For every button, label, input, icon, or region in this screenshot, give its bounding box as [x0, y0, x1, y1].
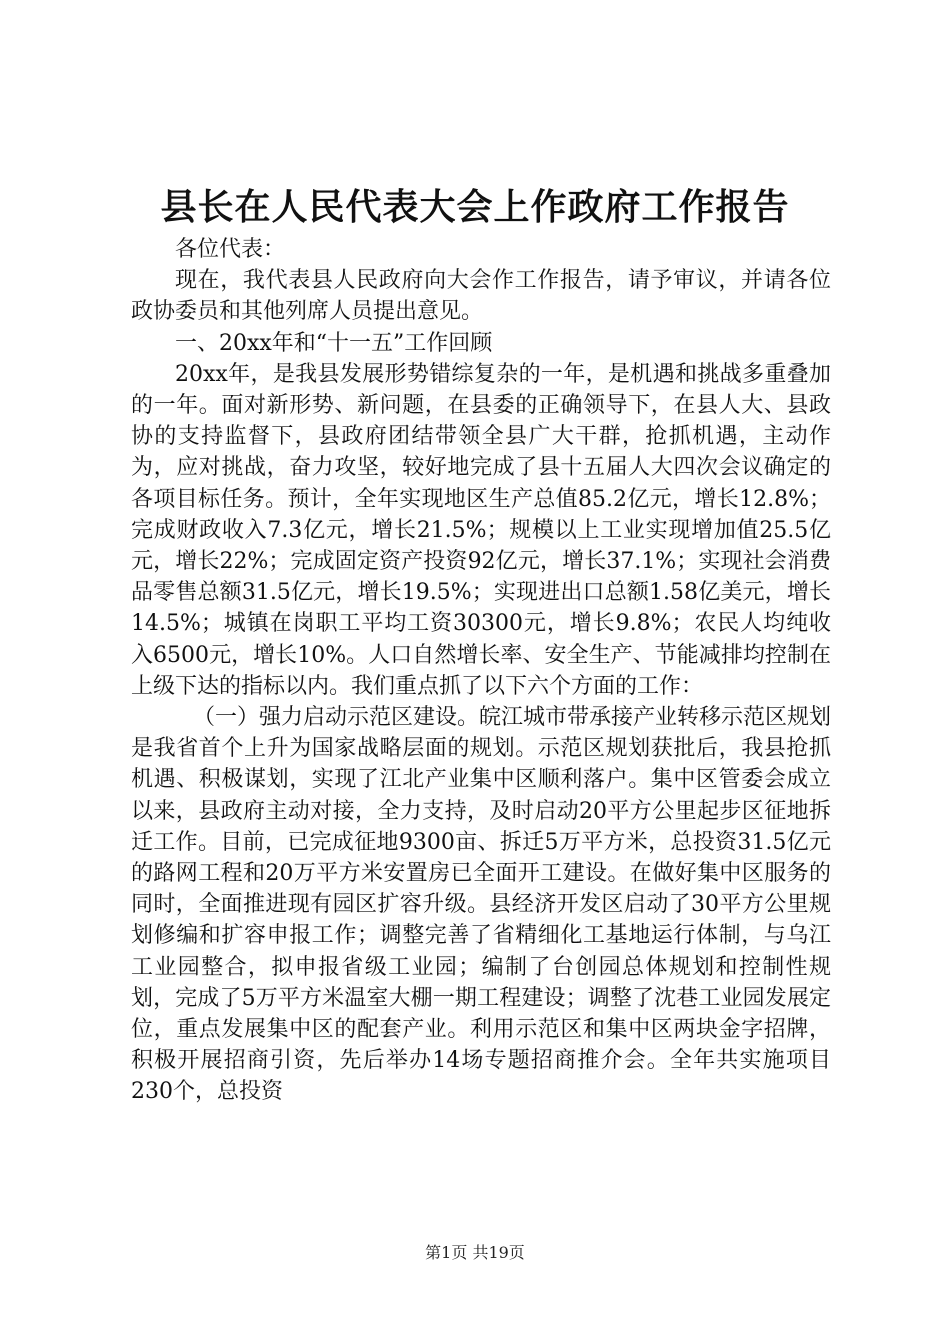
page-number: 第1页 共19页 — [425, 1243, 525, 1262]
salutation: 各位代表： — [175, 237, 286, 262]
section-heading: 一、20xx年和“十一五”工作回顾 — [175, 330, 493, 356]
document-body — [131, 234, 831, 1108]
opening-paragraph: 现在，我代表县人民政府向大会作工作报告，请予审议，并请各位政协委员和其他列席人员提出意见。 — [131, 268, 831, 325]
document-title: 县长在人民代表大会上作政府工作报告 — [160, 186, 790, 228]
demo-zone-paragraph: （一）强力启动示范区建设。皖江城市带承接产业转移示范区规划是我省首个上升为国家战略层面的规划。示范区规划获批后，我县抢抓机遇、积极谋划，实现了江北产业集中区顺利落户。集中区管委会成立以来，县政府主动对接，全力支持，及时启动20平方公里起步区征地拆迁工作。目前，已完成征地9300亩、拆迁5万平方米，总投资31.5亿元的路网工程和20万平方米安置房已全面开工建设。在做好集中区服务的同时，全面推进现有园区扩容升级。县经济开发区启动了30平方公里规划修编和扩容申报工作；调整完善了省精细化工基地运行体制，与乌江工业园整合，拟申报省级工业园；编制了台创园总体规划和控制性规划，完成了5万平方米温室大棚一期工程建设；调整了沈巷工业园发展定位，重点发展集中区的配套产业。利用示范区和集中区两块金字招牌，积极开展招商引资，先后举办14场专题招商推介会。全年共实施项目230个，总投资 — [131, 705, 832, 1105]
review-paragraph: 20xx年，是我县发展形势错综复杂的一年，是机遇和挑战多重叠加的一年。面对新形势、新问题，在县委的正确领导下，在县人大、县政协的支持监督下，县政府团结带领全县广大干群，抢抓机遇，主动作为，应对挑战，奋力攻坚，较好地完成了县十五届人大四次会议确定的各项目标任务。预计，全年实现地区生产总值85.2亿元，增长12.8%；完成财政收入7.3亿元，增长21.5%；规模以上工业实现增加值25.5亿元，增长22%；完成固定资产投资92亿元，增长37.1%；实现社会消费品零售总额31.5亿元，增长19.5%；实现进出口总额1.58亿美元，增长14.5%；城镇在岗职工平均工资30300元，增长9.8%；农民人均纯收入6500元，增长10%。人口自然增长率、安全生产、节能减排均控制在上级下达的指标以内。我们重点抓了以下六个方面的工作： — [131, 361, 831, 699]
